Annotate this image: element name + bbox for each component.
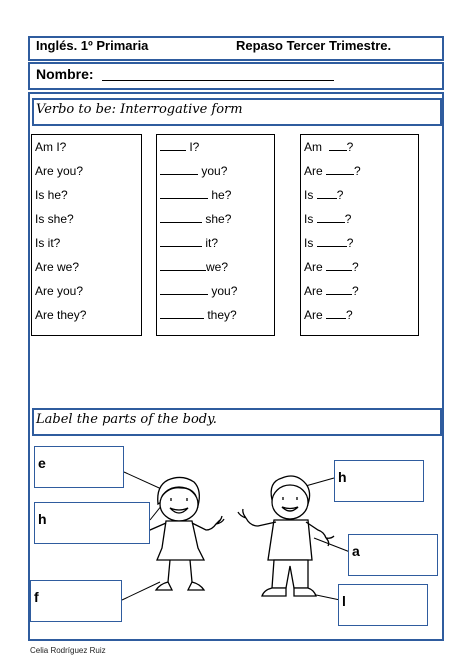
- label-box-a[interactable]: [348, 534, 438, 576]
- label-box-e[interactable]: [34, 446, 124, 488]
- label-box-l[interactable]: [338, 584, 428, 626]
- verb: Is: [304, 236, 314, 250]
- pronoun: you?: [211, 284, 238, 298]
- verb: Are: [304, 164, 323, 178]
- label-box-h-left[interactable]: [34, 502, 150, 544]
- list-item: Are you?: [35, 284, 84, 298]
- question-mark: ?: [344, 212, 352, 226]
- list-item: Am I?: [35, 140, 67, 154]
- box-letter: f: [34, 589, 39, 605]
- box-letter: e: [38, 455, 46, 471]
- pronoun: he?: [211, 188, 232, 202]
- pronoun: they?: [207, 308, 237, 322]
- box-letter: a: [352, 543, 360, 559]
- section1-title: Verbo to be: Interrogative form: [36, 102, 243, 117]
- name-label: Nombre:: [36, 66, 94, 82]
- section2-title: Label the parts of the body.: [36, 412, 217, 427]
- label-box-f[interactable]: [30, 580, 122, 622]
- question-mark: ?: [336, 188, 344, 202]
- pronoun: I?: [189, 140, 200, 154]
- boy-figure: [238, 476, 334, 596]
- list-item: Are we?: [35, 260, 80, 274]
- pronoun: it?: [205, 236, 219, 250]
- question-mark: ?: [352, 260, 359, 274]
- pronoun: we?: [206, 260, 229, 274]
- author-credit: Celia Rodríguez Ruiz: [30, 646, 106, 655]
- list-item: Is she?: [35, 212, 74, 226]
- box-letter: h: [38, 511, 47, 527]
- verb: Are: [304, 284, 323, 298]
- question-mark: ?: [352, 284, 359, 298]
- question-mark: ?: [346, 308, 353, 322]
- verb: Are: [304, 308, 323, 322]
- subject-title: Inglés. 1º Primaria: [36, 38, 149, 53]
- pronoun: she?: [205, 212, 232, 226]
- question-mark: ?: [354, 164, 361, 178]
- list-item: Is it?: [35, 236, 61, 250]
- list-item: Are they?: [35, 308, 87, 322]
- list-item: Are you?: [35, 164, 84, 178]
- pronoun: you?: [201, 164, 228, 178]
- verb: Is: [304, 212, 314, 226]
- unit-title: Repaso Tercer Trimestre.: [236, 38, 392, 53]
- connector-lines: [122, 472, 350, 600]
- verb: Am: [304, 140, 322, 154]
- list-item: Is he?: [35, 188, 68, 202]
- verb: Are: [304, 260, 323, 274]
- label-box-h-right[interactable]: [334, 460, 424, 502]
- question-mark: ?: [346, 236, 354, 250]
- box-letter: l: [342, 593, 346, 609]
- question-mark: ?: [346, 140, 354, 154]
- box-letter: h: [338, 469, 347, 485]
- verb: Is: [304, 188, 314, 202]
